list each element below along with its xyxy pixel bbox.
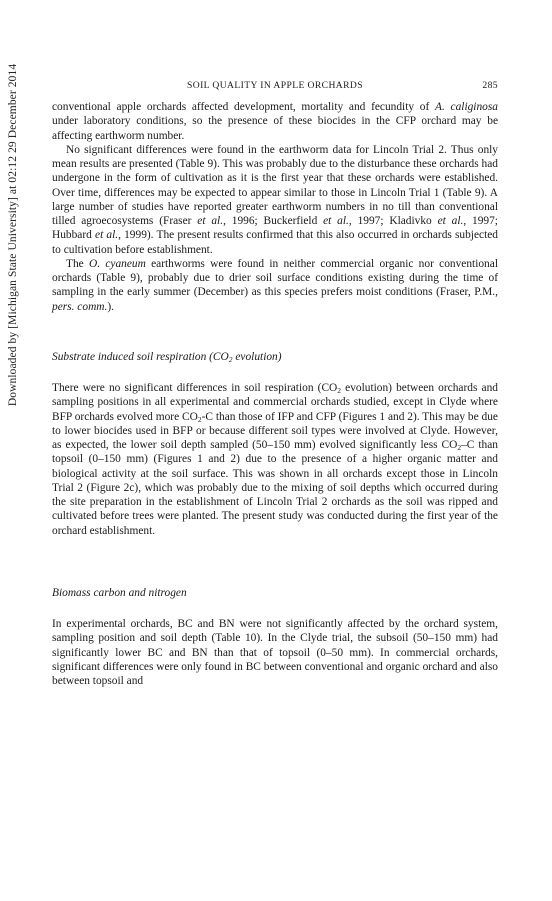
paragraph-biomass: In experimental orchards, BC and BN were not significantly affected by the orchard system, sampling position and soil depth (Table 10). In the Clyde trial, the subsoil (50–150 mm) had significantly lower BC and BN than that of topsoil (0–50 mm). In commercial orchards, significant differences were only found in BC between conventional and organic orchard and also between topsoil and bbox=[52, 618, 498, 687]
paragraph-soil-respiration: There were no significant differences in soil respiration ($CO_2$ evolution) between orchards and sampling positions in all experimental and commercial orchards studied, except in Clyde where BFP orchards evolved more $CO_2-C$ than those of IFP and CFP (Figures 1 and 2). This may be due to lower biocides used in BFP or because different soil types were involved at Clyde. However, as expected, the lower soil depth sampled (50–150 mm) evolved significantly less $CO_2-C$ than topsoil (0–150 mm) (Figures 1 and 2) due to the presence of a higher organic matter and biological activity at the soil surface. This was shown in all orchards except those in Lincoln Trial 2 (Figure 2c), which was probably due to the mixing of soil depths which occurred during the site preparation in the establishment of Lincoln Trial 2 orchards as the soil was ripped and cultivated before trees were planted. The present study was conducted during the first year of the orchard establishment. bbox=[52, 382, 498, 537]
section-heading-soil-respiration: Substrate induced soil respiration ($CO_2$ evolution) bbox=[52, 350, 282, 364]
page-number: 285 bbox=[482, 80, 498, 91]
paragraph-earthworm-biocides: conventional apple orchards affected development, mortality and fecundity of A. caliginosa under laboratory conditions, so the presence of these biocides in the CFP orchard may be affecting earthworm number. bbox=[52, 101, 498, 142]
species-name: O. cyaneum bbox=[88, 257, 146, 270]
paragraph-lincoln-trial: No significant differences were found in the earthworm data for Lincoln Trial 2. Thus only mean results are presented (Table 9). This was probably due to the disturbance these orchards had undergone in the form of cultivation as it is the first year that these orchards were established. Over time, differences may be expected to appear similar to those in Lincoln Trial 1 (Table 9). A large number of studies have reported greater earthworm numbers in no till than conventional tilled agroecosystems (Fraser et al., 1996; Buckerfield et al., 1997; Kladivko et al., 1997; Hubbard et al., 1999). The present results confirmed that this also occurred in orchards subjected to cultivation before establishment. bbox=[52, 143, 498, 256]
paragraph-o-cyaneum: The O. cyaneum earthworms were found in neither commercial organic nor conventional orchards (Table 9), probably due to drier soil surface conditions existing during the time of sampling in the early summer (December) as this species prefers moist conditions (Fraser, P.M., pers. comm.). bbox=[52, 257, 498, 313]
watermark-text: Downloaded by [Michigan State University] at 02:12 29 December 2014 bbox=[7, 63, 19, 407]
species-name: A. caliginosa bbox=[435, 101, 498, 113]
running-header bbox=[52, 80, 498, 94]
page-body bbox=[52, 100, 498, 688]
running-title: SOIL QUALITY IN APPLE ORCHARDS bbox=[187, 80, 363, 91]
section-heading-biomass: Biomass carbon and nitrogen bbox=[52, 586, 187, 599]
